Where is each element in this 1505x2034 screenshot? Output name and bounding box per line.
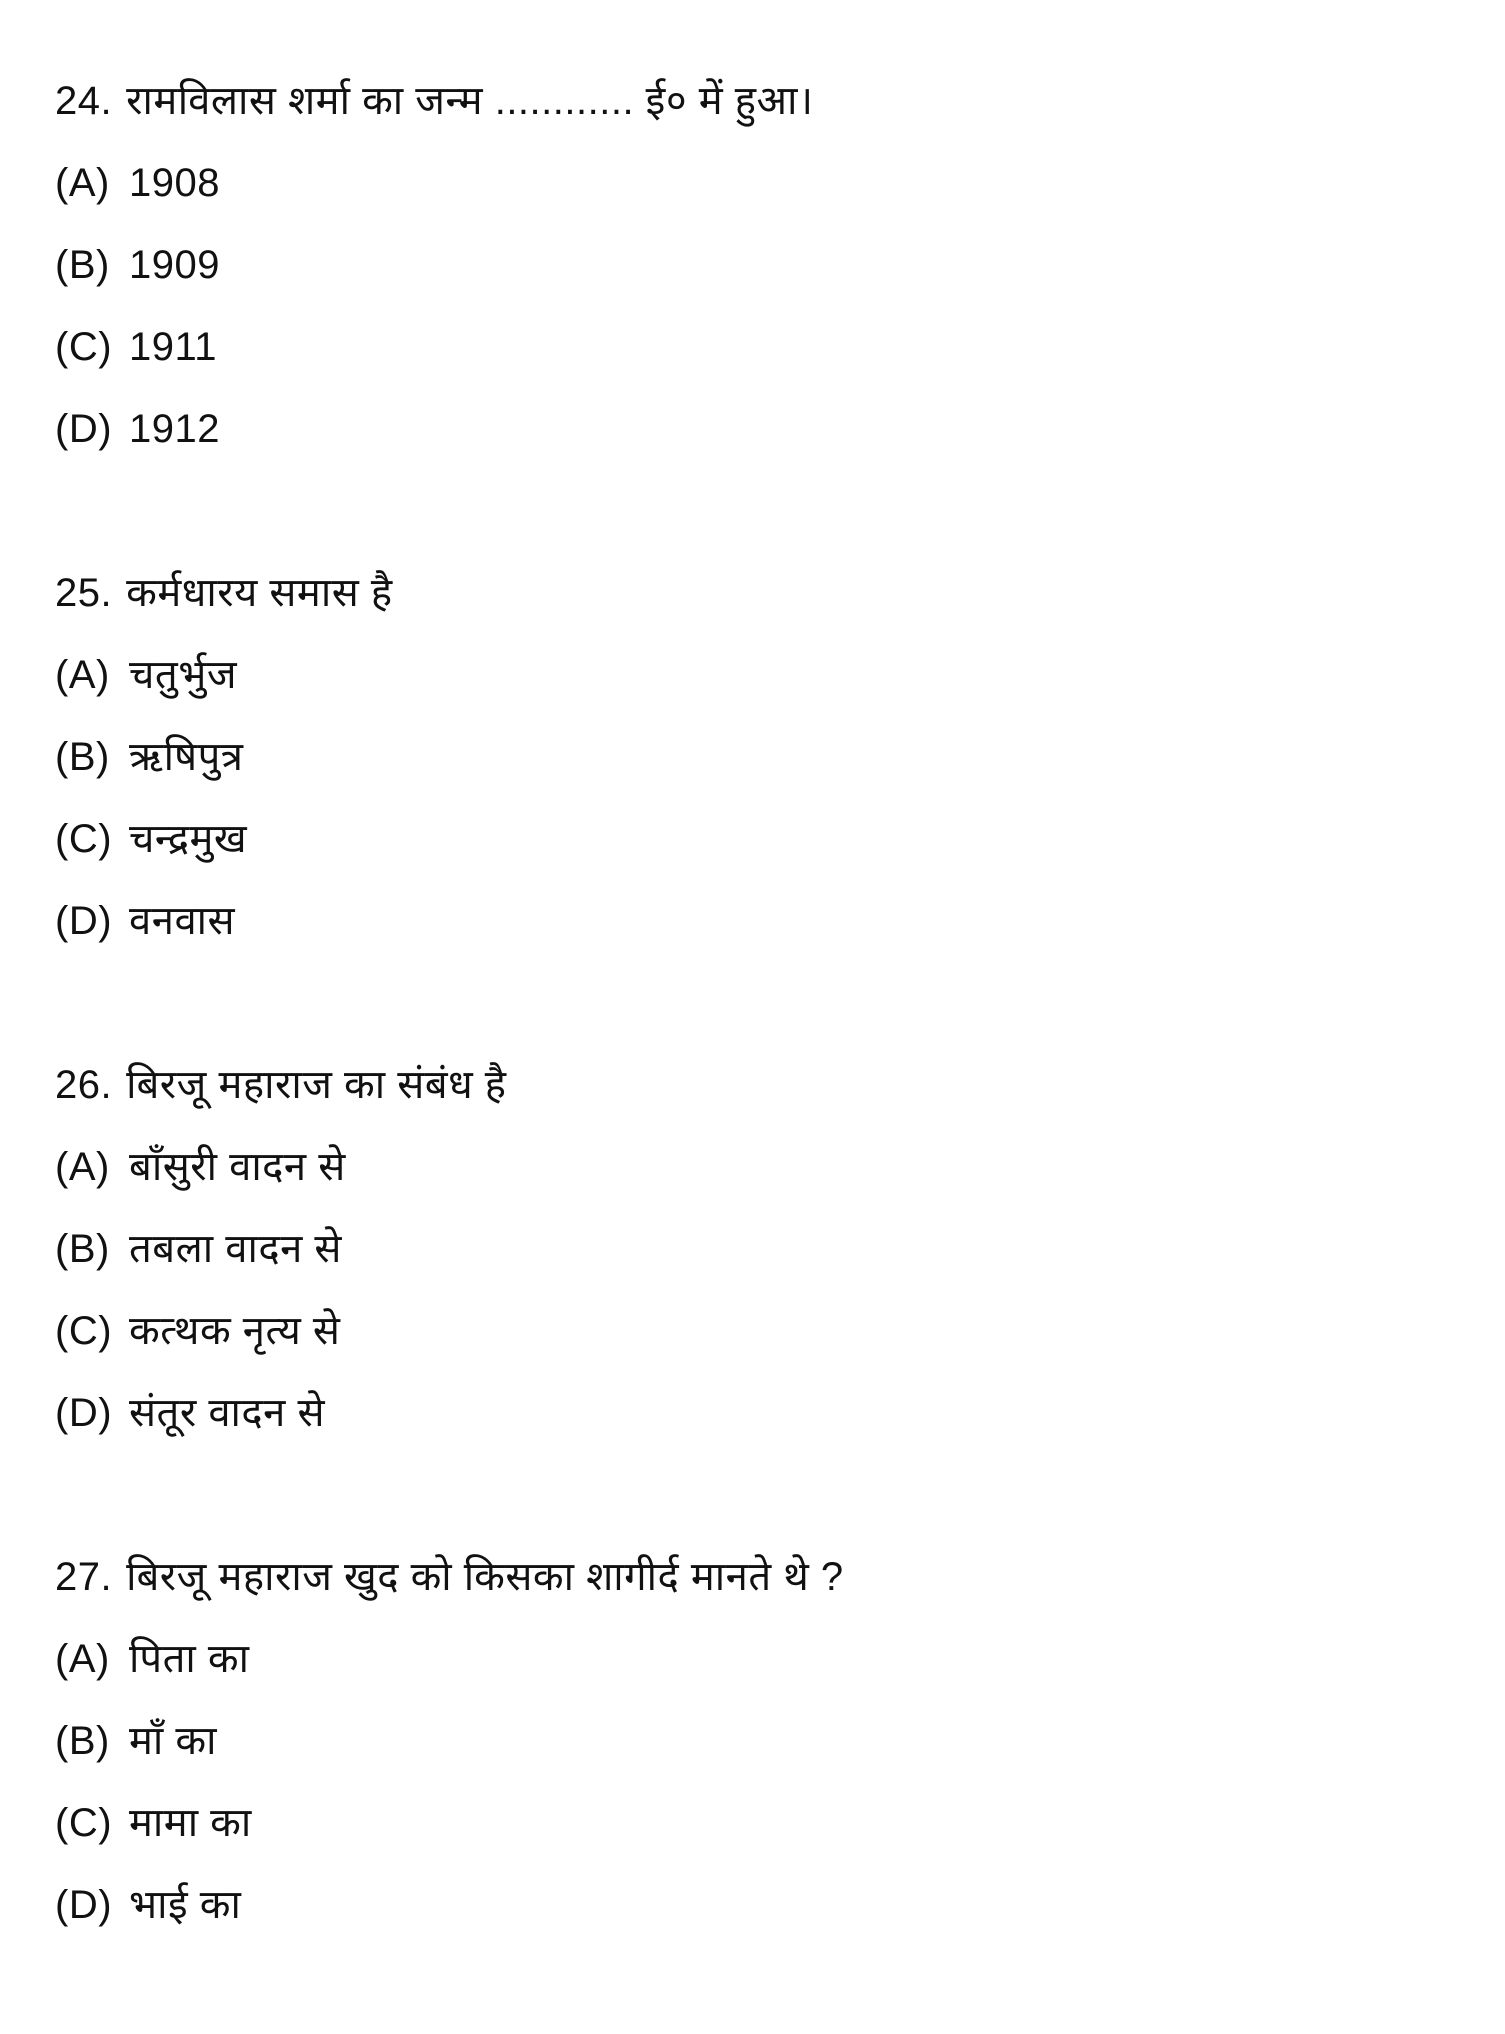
option-text: माँ का xyxy=(129,1719,217,1763)
option-text: संतूर वादन से xyxy=(129,1391,326,1435)
option-b[interactable] xyxy=(55,716,1455,798)
option-label: (D) xyxy=(55,1883,113,1927)
option-d[interactable] xyxy=(55,388,1455,470)
question-26 xyxy=(55,1044,1455,1454)
option-text: मामा का xyxy=(129,1801,252,1845)
question-number: 25. xyxy=(55,571,113,615)
option-label: (A) xyxy=(55,1145,110,1189)
option-c[interactable] xyxy=(55,306,1455,388)
option-text: वनवास xyxy=(129,899,236,943)
option-text: भाई का xyxy=(129,1883,242,1927)
option-d[interactable] xyxy=(55,1864,1455,1946)
question-text: कर्मधारय समास है xyxy=(126,571,393,615)
option-c[interactable] xyxy=(55,1290,1455,1372)
option-text: कत्थक नृत्य से xyxy=(129,1309,341,1353)
question-number: 26. xyxy=(55,1063,113,1107)
option-a[interactable] xyxy=(55,634,1455,716)
question-stem xyxy=(55,552,1455,634)
option-text: ऋषिपुत्र xyxy=(129,735,244,779)
option-label: (C) xyxy=(55,1309,113,1353)
question-stem xyxy=(55,1044,1455,1126)
option-a[interactable] xyxy=(55,1618,1455,1700)
option-text: बाँसुरी वादन से xyxy=(129,1145,346,1189)
question-text: बिरजू महाराज खुद को किसका शागीर्द मानते थे ? xyxy=(126,1555,844,1599)
option-text: 1911 xyxy=(129,325,218,369)
option-b[interactable] xyxy=(55,1700,1455,1782)
option-text: पिता का xyxy=(129,1637,250,1681)
option-text: तबला वादन से xyxy=(129,1227,342,1271)
question-stem xyxy=(55,1536,1455,1618)
option-label: (D) xyxy=(55,407,113,451)
option-b[interactable] xyxy=(55,1208,1455,1290)
option-label: (D) xyxy=(55,899,113,943)
option-c[interactable] xyxy=(55,1782,1455,1864)
option-label: (A) xyxy=(55,1637,110,1681)
option-label: (A) xyxy=(55,161,110,205)
option-a[interactable] xyxy=(55,142,1455,224)
option-label: (C) xyxy=(55,325,113,369)
option-b[interactable] xyxy=(55,224,1455,306)
option-label: (B) xyxy=(55,1719,110,1763)
option-text: 1912 xyxy=(129,407,220,451)
option-label: (C) xyxy=(55,1801,113,1845)
option-d[interactable] xyxy=(55,880,1455,962)
option-text: चन्द्रमुख xyxy=(129,817,248,861)
option-text: 1908 xyxy=(129,161,220,205)
question-number: 24. xyxy=(55,79,113,123)
question-text: बिरजू महाराज का संबंध है xyxy=(126,1063,507,1107)
option-label: (A) xyxy=(55,653,110,697)
option-label: (B) xyxy=(55,735,110,779)
question-25 xyxy=(55,552,1455,962)
option-label: (B) xyxy=(55,243,110,287)
option-text: चतुर्भुज xyxy=(129,653,237,697)
option-text: 1909 xyxy=(129,243,220,287)
question-27 xyxy=(55,1536,1455,1946)
question-number: 27. xyxy=(55,1555,113,1599)
option-a[interactable] xyxy=(55,1126,1455,1208)
option-label: (C) xyxy=(55,817,113,861)
option-label: (D) xyxy=(55,1391,113,1435)
option-d[interactable] xyxy=(55,1372,1455,1454)
question-24 xyxy=(55,60,1455,470)
option-c[interactable] xyxy=(55,798,1455,880)
option-label: (B) xyxy=(55,1227,110,1271)
question-text: रामविलास शर्मा का जन्म ............ ई० में हुआ। xyxy=(126,79,814,123)
question-stem xyxy=(55,60,1455,142)
